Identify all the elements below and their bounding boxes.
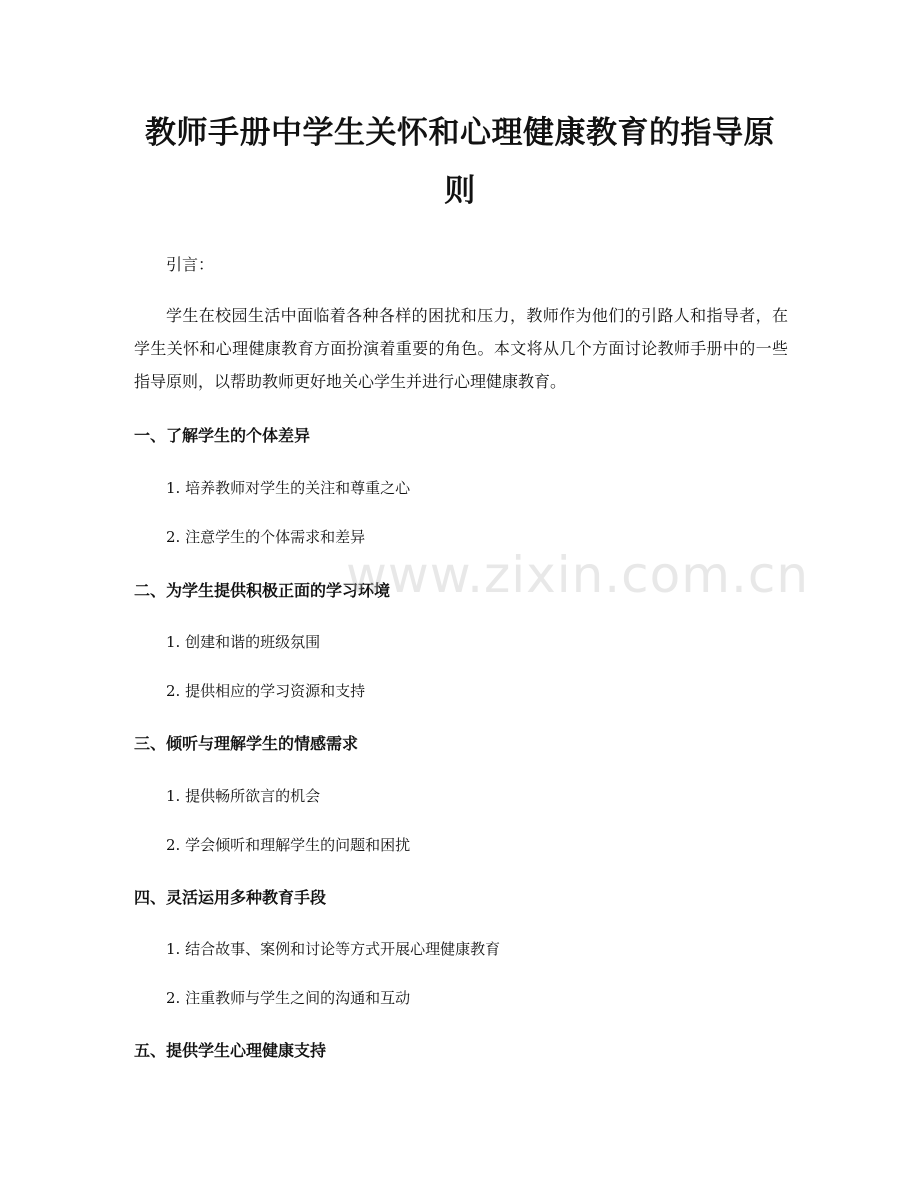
section-2-item-1: 1. 创建和谐的班级氛围	[166, 633, 321, 651]
intro-paragraph: 学生在校园生活中面临着各种各样的困扰和压力，教师作为他们的引路人和指导者，在学生关怀和心理健康教育方面扮演着重要的角色。本文将从几个方面讨论教师手册中的一些指导原则，以帮助教师更好地关心学生并进行心理健康教育。	[134, 306, 788, 391]
section-heading-1: 一、了解学生的个体差异	[134, 426, 311, 445]
section-1-item-2: 2. 注意学生的个体需求和差异	[166, 528, 366, 546]
section-3-item-2: 2. 学会倾听和理解学生的问题和困扰	[166, 836, 411, 854]
section-heading-2: 二、为学生提供积极正面的学习环境	[134, 581, 391, 600]
section-heading-5: 五、提供学生心理健康支持	[134, 1041, 327, 1060]
section-4-item-2: 2. 注重教师与学生之间的沟通和互动	[166, 989, 411, 1007]
section-1-item-1: 1. 培养教师对学生的关注和尊重之心	[166, 479, 411, 497]
section-4-item-1: 1. 结合故事、案例和讨论等方式开展心理健康教育	[166, 940, 501, 958]
section-heading-3: 三、倾听与理解学生的情感需求	[134, 734, 359, 753]
section-3-item-1: 1. 提供畅所欲言的机会	[166, 787, 321, 805]
intro-label: 引言：	[166, 255, 215, 274]
watermark: www.zixin.com.cn	[346, 546, 810, 604]
section-2-item-2: 2. 提供相应的学习资源和支持	[166, 682, 366, 700]
document-title: 教师手册中学生关怀和心理健康教育的指导原则	[145, 115, 775, 209]
section-heading-4: 四、灵活运用多种教育手段	[134, 888, 327, 907]
